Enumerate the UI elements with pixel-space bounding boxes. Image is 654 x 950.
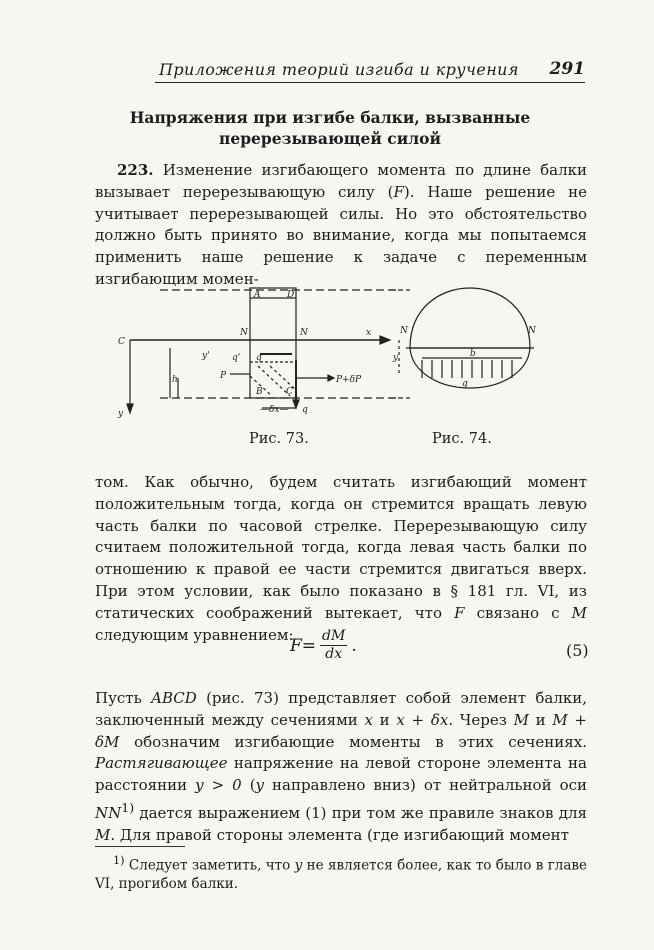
symbol-x: x — [364, 710, 373, 729]
text-run: том. Как обычно, будем считать изгибающий момент положительным тогда, когда он стремится вращать левую часть балки по часовой стрелке. Перерезывающую силу считаем положительной тогда, когда левая часть балки по отношению к правой ее части стремится двигаться вверх. При этом условии, как было показано в § 181 гл. VI, из статических соображений вытекает, что — [95, 473, 587, 622]
text-run: Изменение изгибающего момента по длине балки вызывает перерезывающую силу ( — [95, 161, 587, 201]
text-run: дается выражением (1) при том же правиле знаков для — [134, 803, 587, 822]
paragraph-abcd — [95, 688, 587, 847]
footnote-ref: 1) — [121, 799, 135, 815]
fraction-numerator: dM — [322, 628, 346, 644]
label-N: N — [240, 328, 248, 338]
fraction-denominator: dx — [325, 646, 343, 662]
symbol-y: y — [294, 857, 303, 874]
emphasis-stress: Растягивающее — [95, 754, 228, 773]
label-h: h — [172, 375, 178, 385]
symbol-F: F — [454, 603, 465, 622]
label-N: N — [300, 328, 308, 338]
symbol-NN: NN — [95, 803, 122, 822]
label-B: B — [256, 387, 263, 397]
label-P: P — [220, 371, 227, 381]
text-run: следующим уравнением: — [95, 625, 294, 644]
symbol-F: F — [393, 182, 404, 201]
formula-lhs: F= — [290, 635, 317, 656]
text-run: направлено вниз) от нейтральной оси — [264, 776, 588, 795]
label-A: A — [254, 290, 261, 300]
symbol-M: M — [571, 603, 587, 622]
symbol-y: y — [255, 776, 265, 795]
section-title-line2: перерезывающей силой — [219, 129, 441, 148]
text-run: напряжение на левой стороне элемента на расстоянии — [95, 754, 587, 795]
footnote-mark: 1) — [113, 854, 125, 867]
label-b: b — [470, 349, 476, 359]
label-P-dP: P+δP — [336, 375, 362, 385]
text-run: Пусть — [95, 689, 152, 707]
section-title — [100, 107, 560, 149]
text-run: . Для правой стороны элемента (где изгибающий момент — [110, 825, 569, 844]
figures-73-74 — [110, 278, 580, 428]
running-title: Приложения теорий изгиба и кручения — [159, 60, 519, 79]
label-dx: —δx— — [260, 405, 289, 415]
symbol-ABCD: ABCD — [151, 689, 197, 707]
running-header — [155, 58, 585, 83]
label-x: x — [366, 328, 372, 338]
text-run: ). Наше решение не учитывает перерезывающей силы. Но это обстоятельство должно быть принято во внимание, когда мы попытаемся применить наше решение к задаче с переменным изгибающим момен- — [95, 182, 587, 288]
footnote-rule — [95, 846, 185, 847]
text-run: и — [372, 710, 397, 729]
label-D: D — [287, 290, 295, 300]
symbol-M: M — [95, 825, 111, 844]
label-y: y — [118, 409, 124, 419]
text-run: ( — [241, 776, 256, 795]
symbol-x-dx: x + δx — [396, 710, 449, 729]
equation-number: (5) — [566, 641, 589, 660]
label-N-74: N — [528, 326, 536, 336]
label-C: C — [118, 337, 125, 347]
label-C2: C — [286, 387, 293, 397]
fraction — [320, 628, 347, 663]
page-number: 291 — [549, 59, 585, 79]
paragraph-223 — [95, 160, 587, 291]
text-run: обозначим изгибающие моменты в этих сечениях. — [119, 732, 587, 751]
text-run: не является более, как то было в главе VI, прогибом балки. — [95, 857, 587, 892]
text-run: . Через — [448, 710, 514, 729]
caption-fig-73: Рис. 73. — [249, 431, 309, 447]
label-q-74: q — [462, 379, 468, 389]
label-N-74: N — [400, 326, 408, 336]
symbol-y-condition: y > 0 — [195, 776, 242, 795]
text-run: связано с — [464, 603, 572, 622]
paragraph-continued — [95, 472, 587, 646]
label-q-prime: q' — [232, 353, 241, 363]
formula-dot: . — [351, 635, 357, 656]
label-y-prime: y' — [202, 351, 210, 361]
symbol-M: M — [513, 710, 529, 729]
equation-5 — [290, 628, 357, 663]
label-y-74: y — [393, 353, 399, 363]
footnote — [95, 852, 587, 893]
symbol-M-dM: M + δM — [95, 710, 587, 751]
caption-fig-74: Рис. 74. — [432, 431, 492, 447]
label-q3: q — [302, 405, 308, 415]
text-run: Следует заметить, что — [124, 857, 295, 874]
paragraph-number: 223. — [117, 161, 154, 179]
section-title-line1: Напряжения при изгибе балки, вызванные — [129, 108, 531, 127]
text-run: и — [528, 710, 553, 729]
text-run: (рис. 73) представляет собой элемент балки, заключенный между сечениями — [95, 689, 587, 729]
label-q: q — [256, 353, 262, 363]
